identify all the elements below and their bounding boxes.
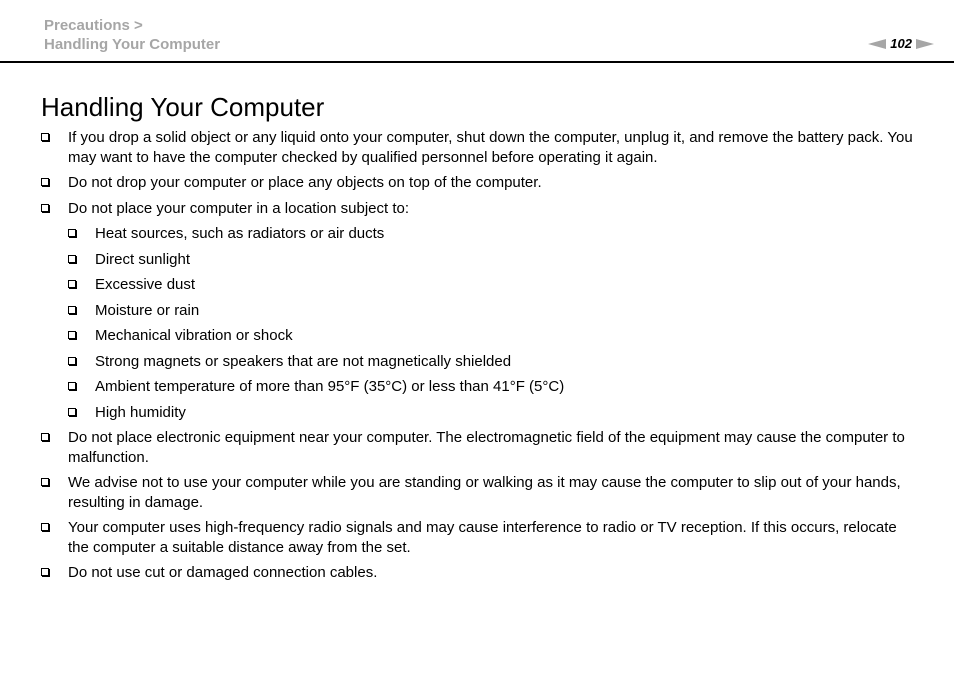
list-item-text: Do not place electronic equipment near your computer. The electromagnetic field of the equipment may cause the computer to malfunction. (68, 429, 905, 466)
list-item (40, 473, 920, 512)
list-item-text: If you drop a solid object or any liquid onto your computer, shut down the computer, unplug it, and remove the battery pack. You may want to have the computer checked by qualified personnel before operating it again. (68, 129, 913, 166)
checkbox-bullet-icon (41, 523, 49, 531)
precautions-list (40, 128, 920, 589)
list-item-text: Ambient temperature of more than 95°F (35°C) or less than 41°F (5°C) (95, 378, 565, 395)
page-title: Handling Your Computer (41, 92, 325, 122)
list-item-text: Mechanical vibration or shock (95, 327, 293, 344)
checkbox-bullet-icon (68, 229, 76, 237)
checkbox-bullet-icon (68, 382, 76, 390)
list-item (40, 199, 920, 219)
checkbox-bullet-icon (41, 178, 49, 186)
checkbox-bullet-icon (68, 408, 76, 416)
checkbox-bullet-icon (68, 357, 76, 365)
list-item-text: Your computer uses high-frequency radio signals and may cause interference to radio or TV reception. If this occurs, relocate the computer a suitable distance away from the set. (68, 519, 897, 556)
breadcrumb-current: Handling Your Computer (44, 36, 221, 53)
list-item-text: High humidity (95, 403, 186, 421)
list-item-text: Strong magnets or speakers that are not magnetically shielded (95, 352, 512, 370)
checkbox-bullet-icon (41, 568, 49, 576)
page-header (0, 0, 954, 63)
list-item (40, 518, 920, 557)
next-page-arrow-icon[interactable] (916, 39, 934, 49)
checkbox-bullet-icon (41, 433, 49, 441)
sub-list-item (67, 326, 920, 346)
checkbox-bullet-icon (68, 255, 76, 263)
list-item-text: Do not use cut or damaged connection cables. (68, 564, 378, 581)
page-navigation (868, 36, 934, 52)
sub-list-item (67, 275, 920, 295)
list-item (40, 173, 920, 193)
breadcrumb-section[interactable]: Precautions > (44, 17, 143, 34)
checkbox-bullet-icon (41, 478, 49, 486)
sub-list-item (67, 224, 920, 244)
list-item-text: Direct sunlight (95, 250, 191, 268)
list-item (40, 563, 920, 583)
checkbox-bullet-icon (68, 306, 76, 314)
list-item-text: Do not place your computer in a location subject to: (68, 199, 410, 217)
list-item-text: Excessive dust (95, 276, 196, 293)
list-item (40, 128, 920, 167)
previous-page-arrow-icon[interactable] (868, 39, 886, 49)
list-item-text: We advise not to use your computer while you are standing or walking as it may cause the computer to slip out of your hands, resulting in damage. (68, 474, 901, 511)
sub-list-item (67, 352, 920, 372)
sub-list-item (67, 403, 920, 423)
checkbox-bullet-icon (41, 133, 49, 141)
list-item (40, 428, 920, 467)
checkbox-bullet-icon (41, 204, 49, 212)
sub-list-item (67, 250, 920, 270)
checkbox-bullet-icon (68, 280, 76, 288)
page-number: 102 (890, 36, 912, 51)
sub-list-item (67, 301, 920, 321)
sub-list-item (67, 377, 920, 397)
breadcrumb (44, 16, 220, 54)
list-item-text: Do not drop your computer or place any objects on top of the computer. (68, 174, 542, 191)
checkbox-bullet-icon (68, 331, 76, 339)
list-item-text: Moisture or rain (95, 301, 200, 319)
list-item-text: Heat sources, such as radiators or air ducts (95, 225, 385, 242)
